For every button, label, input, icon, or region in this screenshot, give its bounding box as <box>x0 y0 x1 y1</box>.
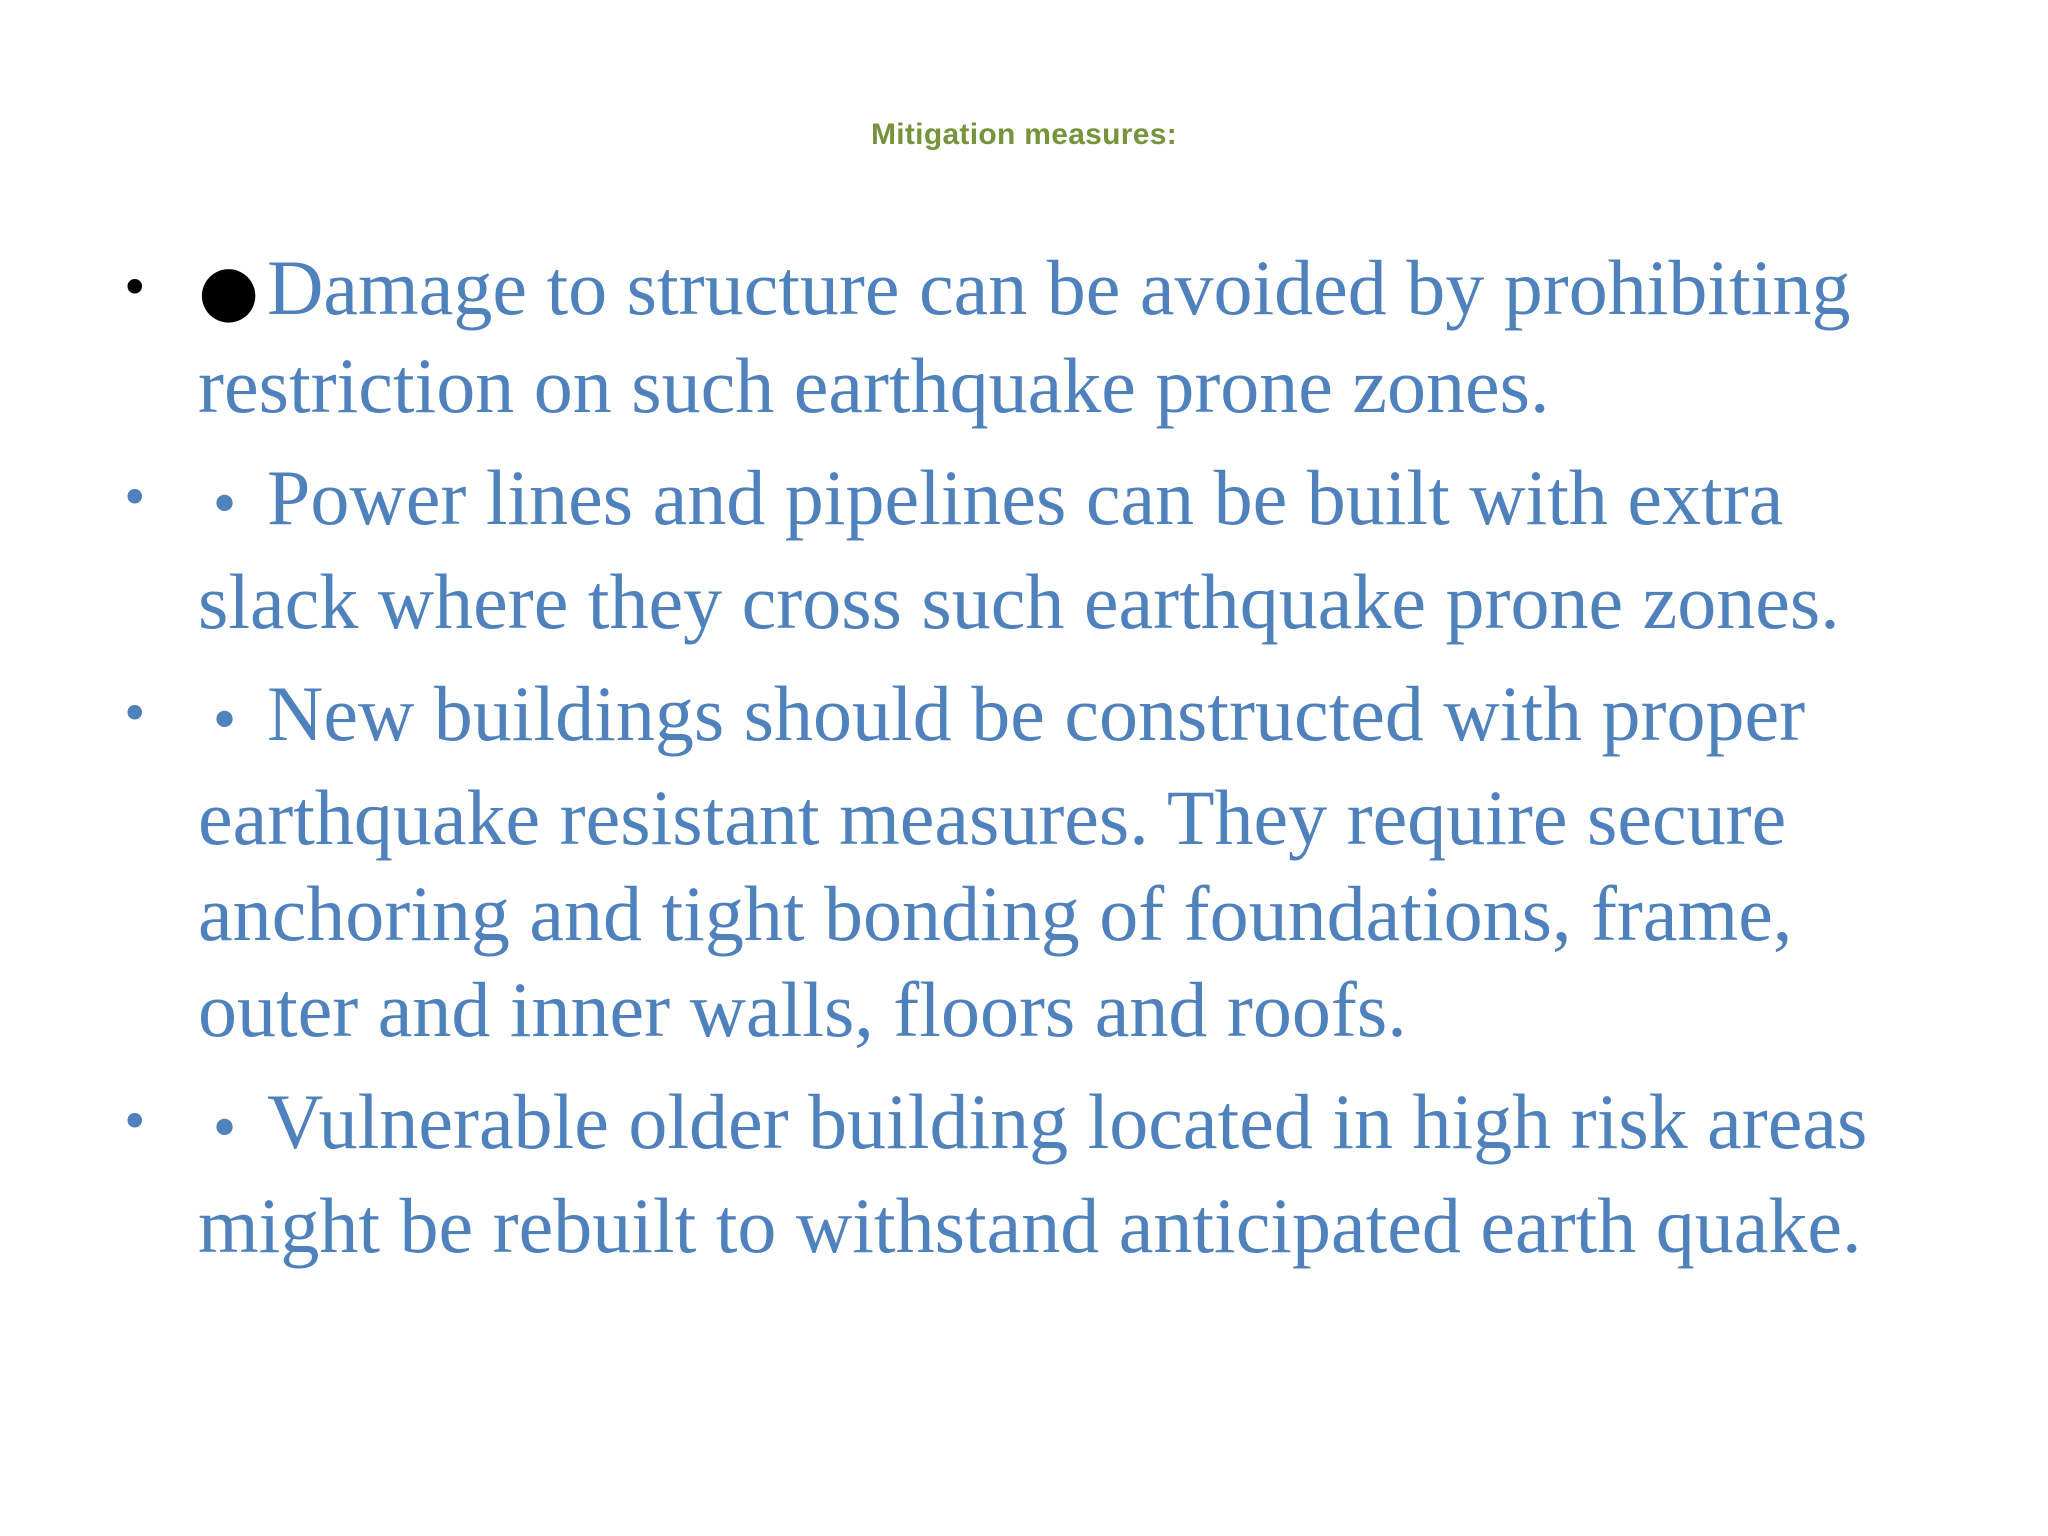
bullet-icon: • <box>120 469 150 527</box>
bullet-icon: • <box>120 685 150 743</box>
bullet-list <box>120 240 1920 1290</box>
bullet-icon: • <box>120 1093 150 1151</box>
inner-bullet-icon: • <box>208 689 242 754</box>
bullet-text: New buildings should be constructed with proper earthquake resistant measures. They require secure anchoring and tight bonding of foundations, frame, outer and inner walls, floors and roofs. <box>198 670 1806 1053</box>
bullet-text: Vulnerable older building located in high risk areas might be rebuilt to withstand anticipated earth quake. <box>198 1078 1868 1269</box>
inner-bullet-icon: ● <box>198 249 260 331</box>
slide-title: Mitigation measures: <box>870 118 1178 151</box>
bullet-item <box>120 666 1920 1058</box>
bullet-item <box>120 240 1920 434</box>
bullet-text: Power lines and pipelines can be built with extra slack where they cross such earthquake prone zones. <box>198 454 1840 645</box>
bullet-item <box>120 450 1920 650</box>
inner-bullet-icon: • <box>208 1097 242 1162</box>
inner-bullet-icon: • <box>208 473 242 538</box>
bullet-item <box>120 1074 1920 1274</box>
bullet-icon: • <box>120 259 150 317</box>
bullet-text: Damage to structure can be avoided by prohibiting restriction on such earthquake prone zones. <box>198 244 1851 429</box>
